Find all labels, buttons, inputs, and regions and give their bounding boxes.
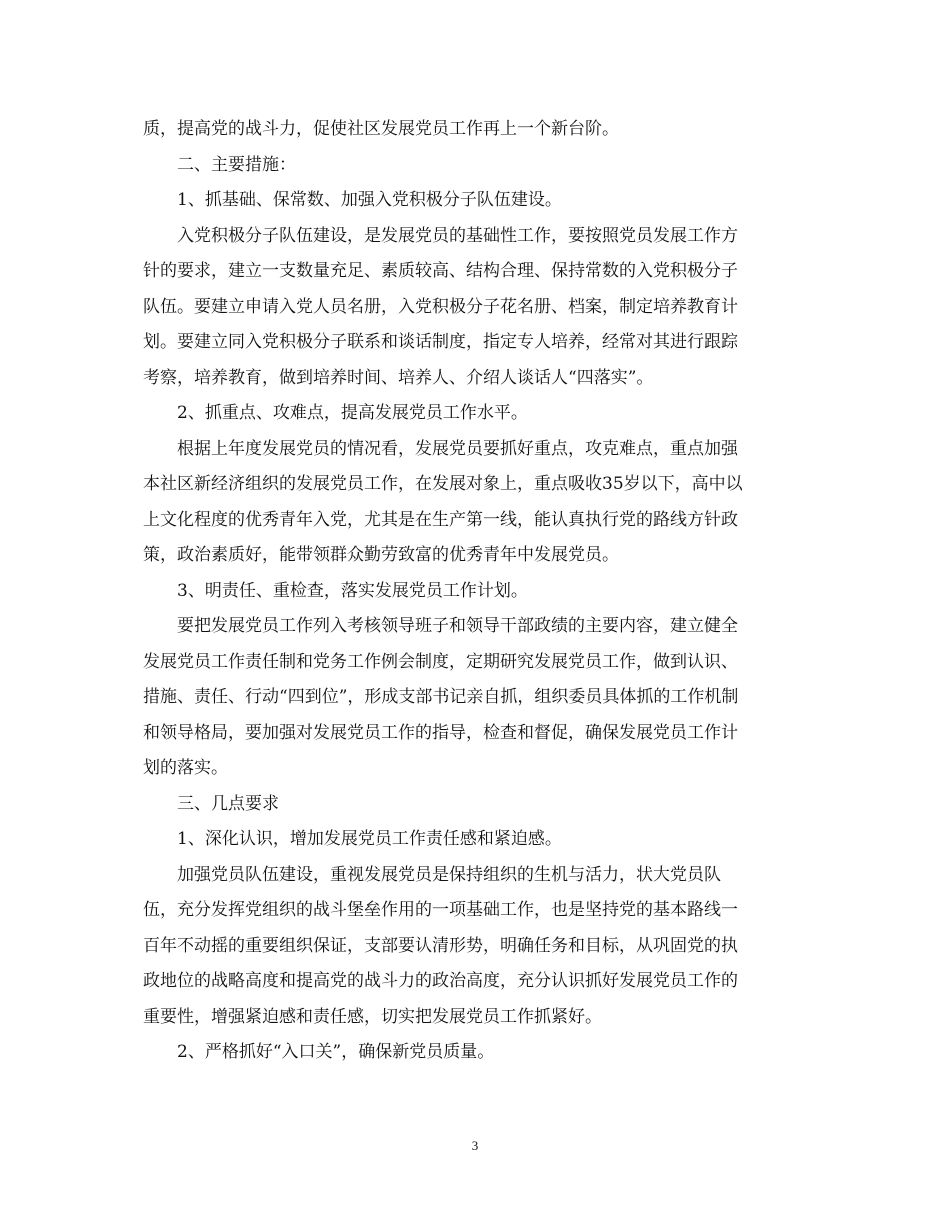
page-number: 3 <box>471 1138 479 1153</box>
paragraph-line: 和领导格局，要加强对发展党员工作的指导，检查和督促，确保发展党员工作计 <box>143 722 738 743</box>
subsection-heading: 3、明责任、重检查，落实发展党员工作计划。 <box>177 580 528 601</box>
paragraph-line: 要把发展党员工作列入考核领导班子和领导干部政绩的主要内容，建立健全 <box>177 616 738 636</box>
paragraph-line: 策，政治素质好，能带领群众勤劳致富的优秀青年中发展党员。 <box>143 545 619 565</box>
subsection-heading: 2、严格抓好“入口关”，确保新党员质量。 <box>177 1042 495 1062</box>
paragraph-line: 针的要求，建立一支数量充足、素质较高、结构合理、保持常数的入党积极分子 <box>143 261 738 281</box>
paragraph-line: 考察，培养教育，做到培养时间、培养人、介绍人谈话人“四落实”。 <box>143 367 654 388</box>
paragraph-line: 划的落实。 <box>143 758 228 778</box>
subsection-heading: 1、抓基础、保常数、加强入党积极分子队伍建设。 <box>177 190 562 210</box>
paragraph-line: 措施、责任、行动“四到位”，形成支部书记亲自抓，组织委员具体抓的工作机制 <box>143 687 739 707</box>
paragraph-line: 根据上年度发展党员的情况看，发展党员要抓好重点，攻克难点，重点加强 <box>177 438 738 459</box>
body-line: 质，提高党的战斗力，促使社区发展党员工作再上一个新台阶。 <box>143 119 619 139</box>
paragraph-line: 发展党员工作责任制和党务工作例会制度，定期研究发展党员工作，做到认识、 <box>143 651 738 672</box>
paragraph-line: 政地位的战略高度和提高党的战斗力的政治高度，充分认识抓好发展党员工作的 <box>143 971 738 991</box>
paragraph-line: 上文化程度的优秀青年入党，尤其是在生产第一线，能认真执行党的路线方针政 <box>143 509 738 530</box>
paragraph-line: 划。要建立同入党积极分子联系和谈话制度，指定专人培养，经常对其进行跟踪 <box>143 332 738 352</box>
paragraph-line: 百年不动摇的重要组织保证，支部要认清形势，明确任务和目标，从巩固党的执 <box>143 935 738 956</box>
document-body <box>143 112 808 1071</box>
paragraph-line: 伍，充分发挥党组织的战斗堡垒作用的一项基础工作，也是坚持党的基本路线一 <box>143 900 738 920</box>
paragraph-line: 入党积极分子队伍建设，是发展党员的基础性工作，要按照党员发展工作方 <box>177 225 738 246</box>
subsection-heading: 1、深化认识，增加发展党员工作责任感和紧迫感。 <box>177 829 562 849</box>
section-heading: 二、主要措施： <box>177 154 296 175</box>
subsection-heading: 2、抓重点、攻难点，提高发展党员工作水平。 <box>177 403 528 423</box>
paragraph-line: 重要性，增强紧迫感和责任感，切实把发展党员工作抓紧好。 <box>143 1006 602 1027</box>
paragraph-line: 加强党员队伍建设，重视发展党员是保持组织的生机与活力，状大党员队 <box>177 864 721 885</box>
paragraph-line: 本社区新经济组织的发展党员工作，在发展对象上，重点吸收35岁以下，高中以 <box>143 474 743 494</box>
paragraph-line: 队伍。要建立申请入党人员名册，入党积极分子花名册、档案，制定培养教育计 <box>143 296 738 317</box>
section-heading: 三、几点要求 <box>177 793 279 814</box>
